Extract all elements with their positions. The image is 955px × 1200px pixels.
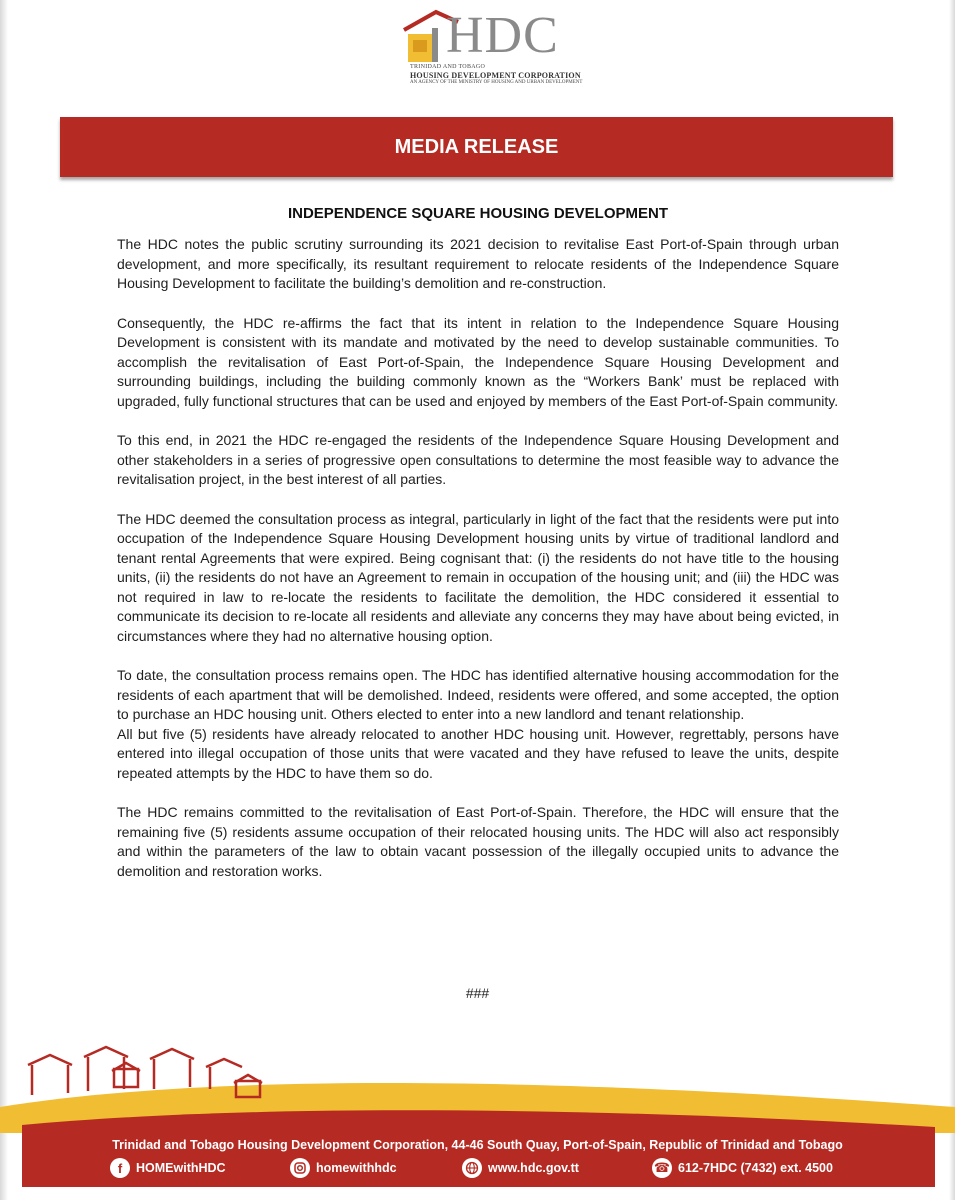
paragraph-5: To date, the consultation process remains open. The HDC has identified alternative housing accommodation for the residents of each apartment that will be demolished. Indeed, residents were offered, and some accepted, the option to purchase an HDC housing unit. Others elected to enter into a new landlord and tenant relationship. — [117, 667, 839, 722]
paragraph-2: Consequently, the HDC re-affirms the fact that its intent in relation to the Independence Square Housing Development is consistent with its mandate and motivated by the need to develop sustainable communities. To accomplish the revitalisation of East Port-of-Spain, the Independence Square Housing Development and surrounding buildings, including the building commonly known as the “Workers Bank’ must be replaced with upgraded, fully functional structures that can be used and enjoyed by members of the East Port-of-Spain community. — [117, 314, 839, 409]
website-link[interactable] — [462, 1158, 579, 1178]
instagram-handle: homewithhdc — [316, 1161, 397, 1175]
page-edge-right — [949, 0, 955, 1200]
instagram-link[interactable] — [290, 1158, 397, 1178]
paragraph-6: All but five (5) residents have already relocated to another HDC housing unit. However, regrettably, persons have entered into illegal occupation of those units that were vacated and they have refused to leave the units, despite repeated attempts by the HDC to have them so do. — [117, 725, 839, 781]
article-headline: INDEPENDENCE SQUARE HOUSING DEVELOPMENT — [287, 205, 669, 222]
logo-org-name: HOUSING DEVELOPMENT CORPORATION — [410, 71, 581, 80]
paragraph-7: The HDC remains committed to the revitalisation of East Port-of-Spain. Therefore, the HDC will ensure that the remaining five (5) residents assume occupation of their relocated housing units. The HDC will also act responsibly and within the parameters of the law to obtain vacant possession of the illegally occupied units to advance the demolition and restoration works. — [117, 804, 839, 879]
facebook-link[interactable] — [110, 1158, 226, 1178]
instagram-icon — [290, 1158, 310, 1178]
phone-link[interactable] — [652, 1158, 833, 1178]
phone-number: 612-7HDC (7432) ext. 4500 — [678, 1161, 833, 1175]
paragraph-4: The HDC deemed the consultation process as integral, particularly in light of the fact that the residents were put into occupation of the Independence Square Housing Development housing units by virtue of traditional landlord and tenant rental Agreements that were expired. Being cognisant that: (i) the residents do not have title to the housing units, (ii) the residents do not have an Agreement to remain in occupation of the housing unit; and (iii) the HDC was not required in law to re-locate the residents to facilitate the demolition, the HDC considered it essential to communicate its decision to re-locate all residents and alleviate any concerns they may have about being evicted, in circumstances where they had no alternative housing option. — [117, 510, 839, 644]
phone-icon: ☎ — [652, 1158, 672, 1178]
media-release-banner — [60, 117, 893, 177]
logo-wordmark: HDC — [446, 7, 559, 64]
globe-icon — [462, 1158, 482, 1178]
article-body — [117, 205, 839, 901]
footer-contact-links — [0, 1158, 955, 1184]
website-url: www.hdc.gov.tt — [488, 1161, 579, 1175]
paragraph-3: To this end, in 2021 the HDC re-engaged the residents of the Independence Square Housing Development and other stakeholders in a series of progressive open consultations to determine the most feasible way to advance the revitalisation project, in the best interest of all parties. — [117, 432, 839, 487]
paragraph-1: The HDC notes the public scrutiny surrounding its 2021 decision to revitalise East Port-of-Spain through urban development, and more specifically, its resultant requirement to relocate residents of the Independence Square Housing Development to facilitate the building’s demolition and re-construction. — [117, 236, 839, 291]
logo-country: TRINIDAD AND TOBAGO — [410, 64, 486, 70]
facebook-handle: HOMEwithHDC — [136, 1161, 226, 1175]
end-mark: ### — [465, 985, 490, 1001]
page-edge-left — [0, 0, 8, 1200]
footer-address: Trinidad and Tobago Housing Development Corporation, 44-46 South Quay, Port-of-Spain, Republic of Trinidad and Tobago — [112, 1138, 843, 1152]
logo-agency-line: AN AGENCY OF THE MINISTRY OF HOUSING AND URBAN DEVELOPMENT — [410, 80, 583, 85]
banner-title: MEDIA RELEASE — [394, 135, 559, 158]
hdc-logo — [400, 7, 583, 85]
facebook-icon: f — [110, 1158, 130, 1178]
